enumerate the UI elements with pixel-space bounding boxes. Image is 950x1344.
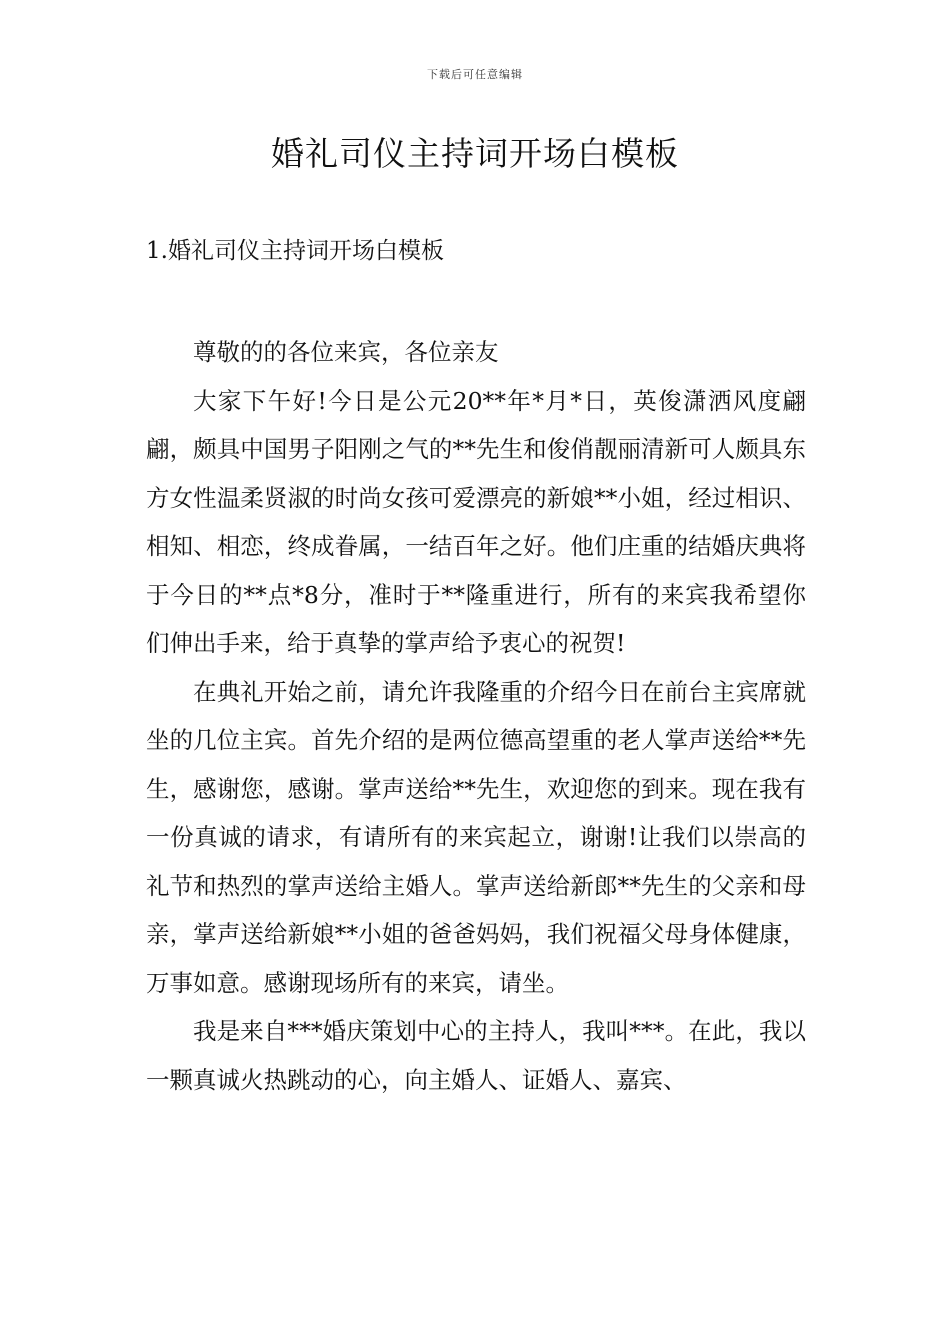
paragraph-introductions: 在典礼开始之前，请允许我隆重的介绍今日在前台主宾席就坐的几位主宾。首先介绍的是两位德高望重的老人掌声送给**先生，感谢您，感谢。掌声送给**先生，欢迎您的到来。现在我有一份真诚的请求，有请所有的来宾起立，谢谢!让我们以崇高的礼节和热烈的掌声送给主婚人。掌声送给新郎**先生的父亲和母亲，掌声送给新娘**小姐的爸爸妈妈，我们祝福父母身体健康，万事如意。感谢现场所有的来宾，请坐。 <box>146 677 806 997</box>
page-title: 婚礼司仪主持词开场白模板 <box>271 134 679 173</box>
paragraph-host-intro: 我是来自***婚庆策划中心的主持人，我叫***。在此，我以一颗真诚火热跳动的心，向主婚人、证婚人、嘉宾、 <box>146 1017 806 1094</box>
paragraph-greeting: 尊敬的的各位来宾，各位亲友 <box>193 338 499 366</box>
paragraph-opening: 大家下午好!今日是公元20**年*月*日，英俊潇洒风度翩翩，颇具中国男子阳刚之气的**先生和俊俏靓丽清新可人颇具东方女性温柔贤淑的时尚女孩可爱漂亮的新娘**小姐，经过相识、相知、相恋，终成眷属，一结百年之好。他们庄重的结婚庆典将于今日的**点*8分，准时于**隆重进行，所有的来宾我希望你们伸出手来，给于真挚的掌声给予衷心的祝贺! <box>146 386 806 657</box>
body-text <box>146 328 806 1104</box>
section-heading: 1.婚礼司仪主持词开场白模板 <box>146 238 444 264</box>
header-note: 下载后可任意编辑 <box>427 68 523 81</box>
